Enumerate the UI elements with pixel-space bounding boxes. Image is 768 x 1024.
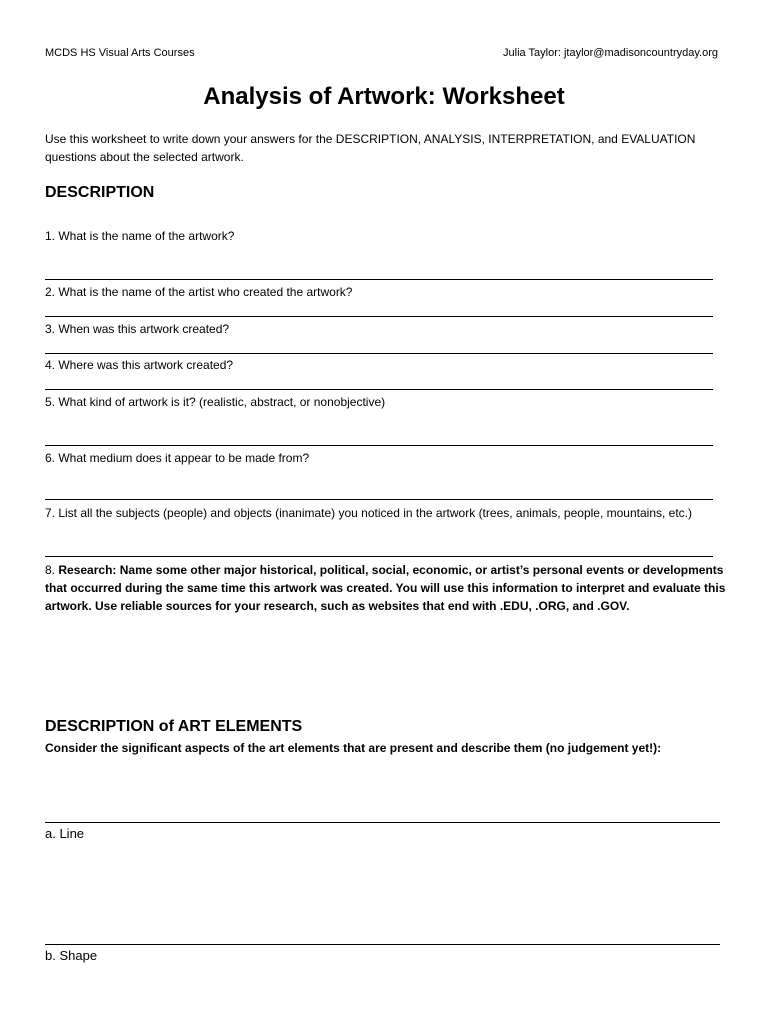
question-6: 6. What medium does it appear to be made from? bbox=[45, 451, 310, 465]
question-3: 3. When was this artwork created? bbox=[45, 322, 230, 336]
intro-text: Use this worksheet to write down your answers for the DESCRIPTION, ANALYSIS, INTERPRETATION, and EVALUATION questions about the selected artwork. bbox=[45, 132, 696, 164]
element-item-line: a. Line bbox=[45, 826, 85, 841]
question-2: 2. What is the name of the artist who created the artwork? bbox=[45, 285, 353, 299]
question-8-text: Research: Name some other major historical, political, social, economic, or artist’s personal events or developments that occurred during the same time this artwork was created. You will use this information to interpret and evaluate this artwork. Use reliable sources for your research, such as websites that end with .EDU, .ORG, and .GOV. bbox=[45, 563, 726, 613]
answer-line-art-elements bbox=[45, 822, 720, 823]
element-item-shape: b. Shape bbox=[45, 948, 98, 963]
page-title: Analysis of Artwork: Worksheet bbox=[203, 83, 565, 110]
question-1: 1. What is the name of the artwork? bbox=[45, 229, 235, 243]
art-elements-instruction: Consider the significant aspects of the art elements that are present and describe them (no judgement yet!): bbox=[45, 741, 662, 755]
answer-line-4 bbox=[45, 389, 713, 390]
header-teacher-contact: Julia Taylor: jtaylor@madisoncountryday.org bbox=[503, 47, 718, 59]
question-5: 5. What kind of artwork is it? (realistic, abstract, or nonobjective) bbox=[45, 395, 386, 409]
section-heading-description: DESCRIPTION bbox=[45, 184, 155, 201]
question-7: 7. List all the subjects (people) and objects (inanimate) you noticed in the artwork (trees, animals, people, mountains, etc.) bbox=[45, 506, 692, 520]
answer-line-line-element bbox=[45, 944, 720, 945]
question-8-research bbox=[45, 561, 730, 615]
answer-line-5 bbox=[45, 445, 713, 446]
answer-line-6 bbox=[45, 499, 713, 500]
header-course: MCDS HS Visual Arts Courses bbox=[45, 47, 195, 59]
answer-line-3 bbox=[45, 353, 713, 354]
answer-line-2 bbox=[45, 316, 713, 317]
question-4: 4. Where was this artwork created? bbox=[45, 358, 234, 372]
section-heading-art-elements: DESCRIPTION of ART ELEMENTS bbox=[45, 718, 303, 735]
answer-line-7 bbox=[45, 556, 713, 557]
question-8-number: 8. bbox=[45, 563, 56, 577]
answer-line-1 bbox=[45, 279, 713, 280]
